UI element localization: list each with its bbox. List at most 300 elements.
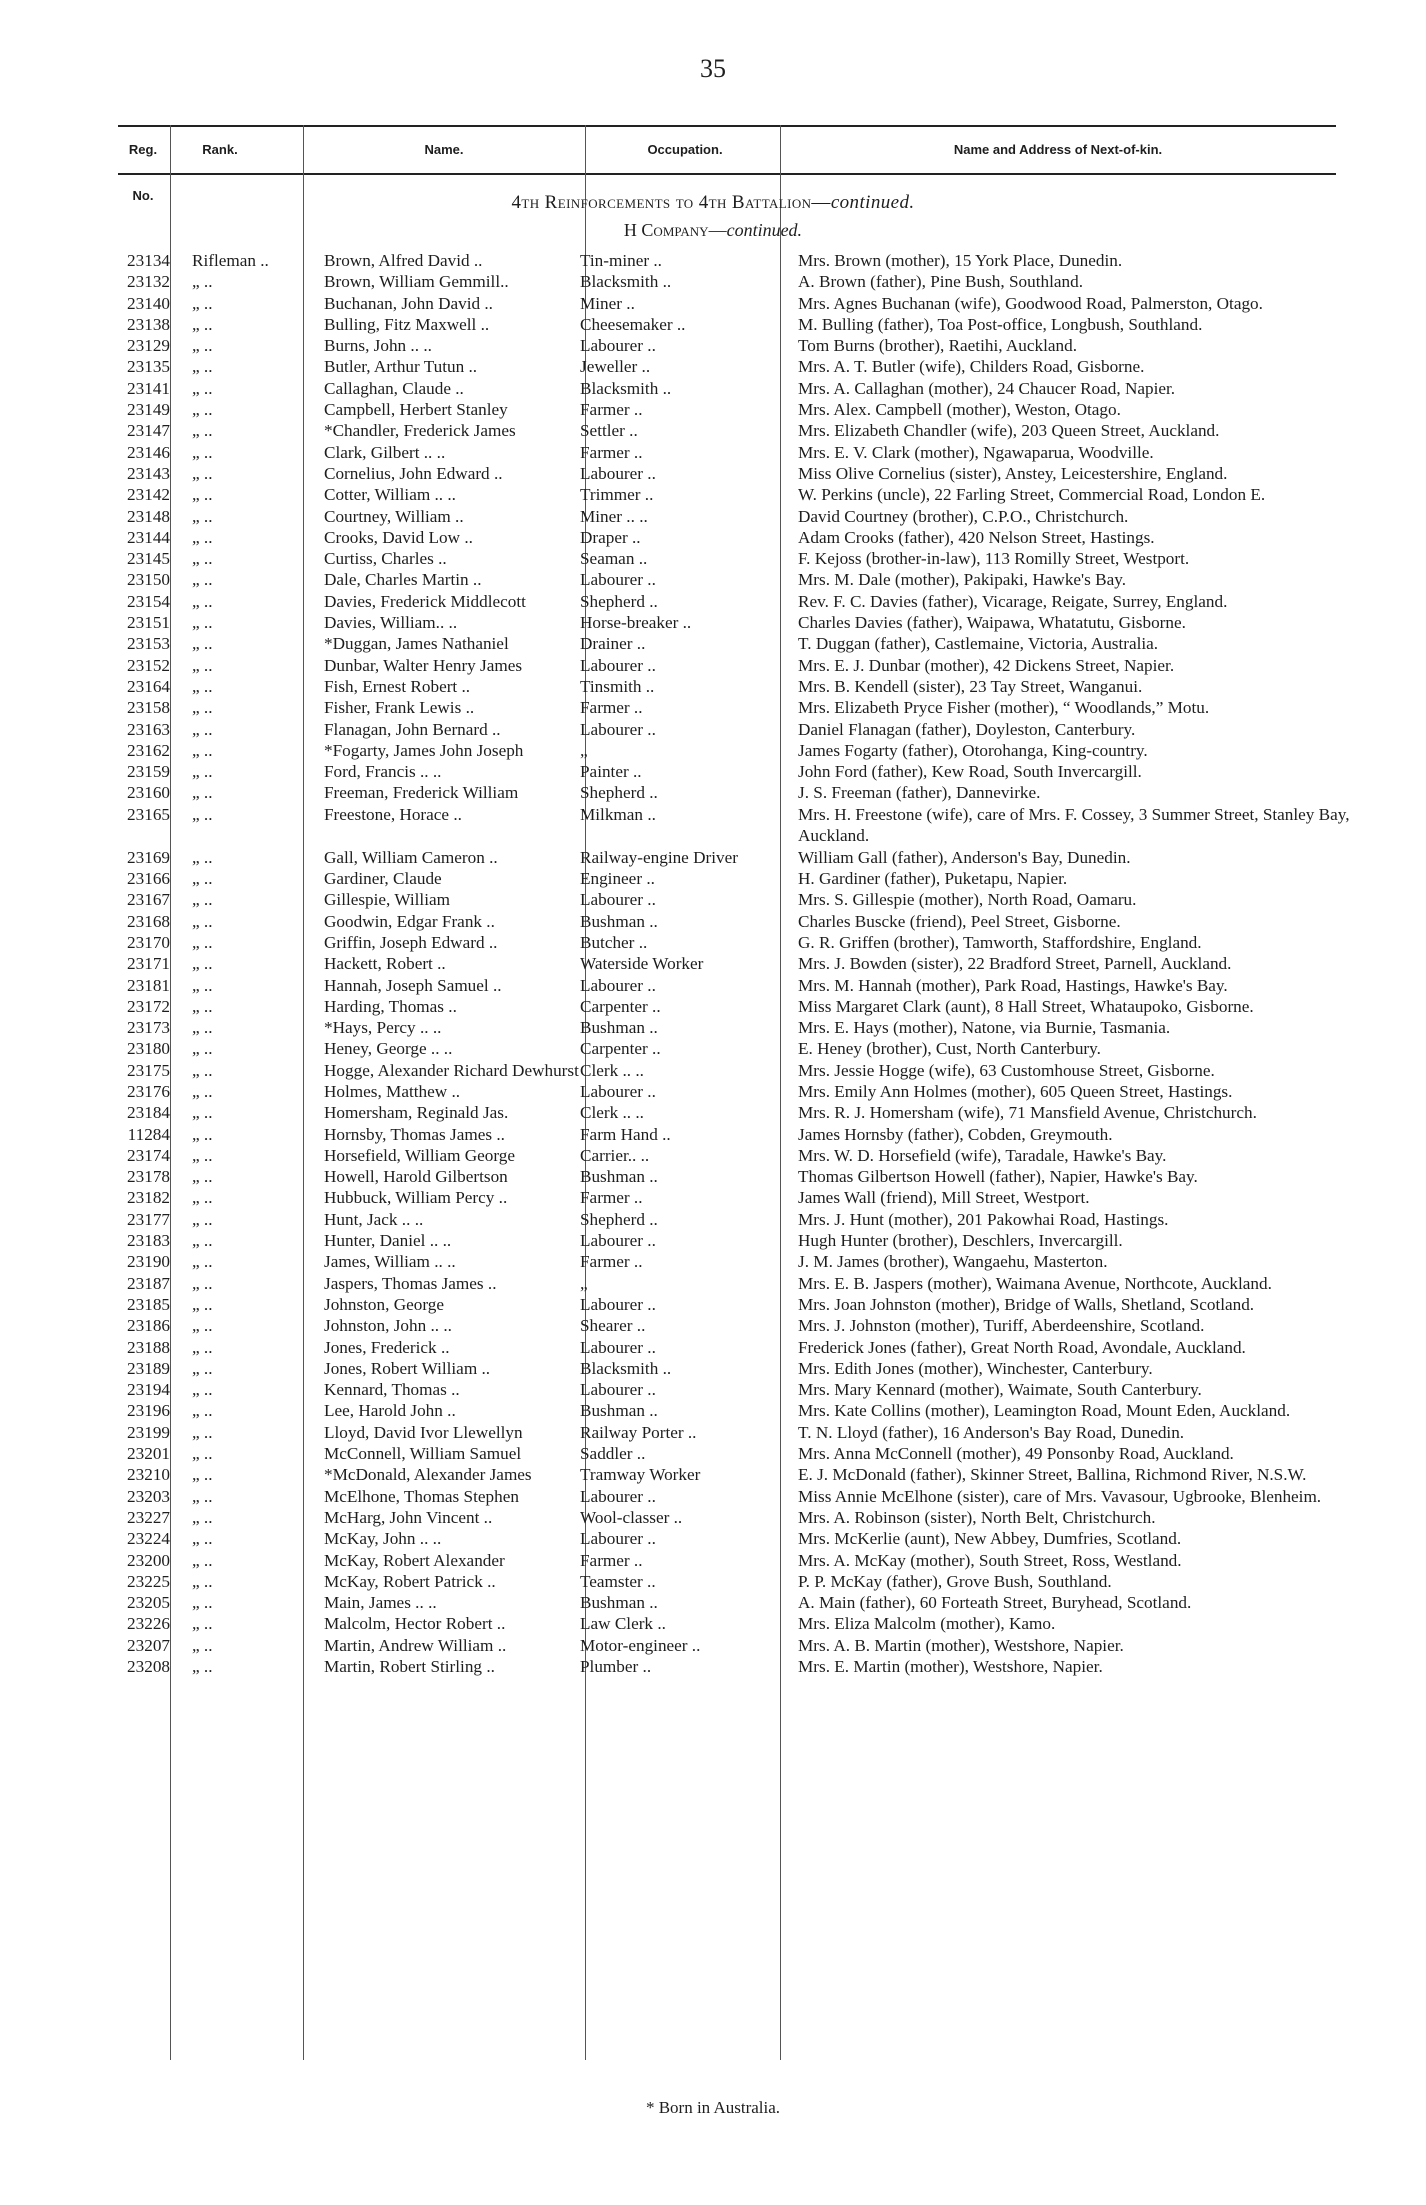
reg-no-cell: 23210 xyxy=(127,1465,170,1485)
occupation-cell: Cheesemaker .. xyxy=(580,314,686,334)
occupation-cell: Butcher .. xyxy=(580,932,648,952)
next-of-kin-cell: Mrs. W. D. Horsefield (wife), Taradale, Hawke's Bay. xyxy=(798,1145,1167,1165)
reg-no-cell: 23173 xyxy=(127,1018,170,1038)
rank-cell: „ .. xyxy=(192,1167,213,1187)
table-row xyxy=(92,1251,1362,1272)
occupation-cell: Miner .. xyxy=(580,293,635,313)
occupation-cell: Blacksmith .. xyxy=(580,1358,672,1378)
company-title-continued: continued. xyxy=(726,220,803,240)
name-cell: McKay, Robert Alexander xyxy=(324,1550,505,1570)
name-cell: Butler, Arthur Tutun .. xyxy=(324,357,478,377)
table-row xyxy=(92,314,1362,335)
name-cell: Jaspers, Thomas James .. xyxy=(324,1273,497,1293)
name-cell: Main, James .. .. xyxy=(324,1593,437,1613)
rank-cell: „ .. xyxy=(192,804,213,824)
reg-no-cell: 23225 xyxy=(127,1571,170,1591)
rank-cell: „ .. xyxy=(192,1614,213,1634)
reg-no-cell: 23194 xyxy=(127,1380,170,1400)
reg-no-cell: 23135 xyxy=(127,357,170,377)
table-row xyxy=(92,1060,1362,1081)
table-row xyxy=(92,1422,1362,1443)
occupation-cell: „ xyxy=(580,740,588,760)
occupation-cell: Farmer .. xyxy=(580,1252,643,1272)
reg-no-cell: 23196 xyxy=(127,1401,170,1421)
reg-no-cell: 23146 xyxy=(127,442,170,462)
next-of-kin-cell: Mrs. Edith Jones (mother), Winchester, Canterbury. xyxy=(798,1358,1153,1378)
occupation-cell: Clerk .. .. xyxy=(580,1103,644,1123)
name-cell: Ford, Francis .. .. xyxy=(324,762,442,782)
rank-cell: „ .. xyxy=(192,1401,213,1421)
rank-cell: „ .. xyxy=(192,463,213,483)
rank-cell: „ .. xyxy=(192,357,213,377)
occupation-cell: Milkman .. xyxy=(580,804,656,824)
occupation-cell: Settler .. xyxy=(580,421,638,441)
name-cell: Crooks, David Low .. xyxy=(324,527,473,547)
next-of-kin-cell: Mrs. Emily Ann Holmes (mother), 605 Queen Street, Hastings. xyxy=(798,1081,1233,1101)
reg-no-cell: 23201 xyxy=(127,1444,170,1464)
occupation-cell: Farm Hand .. xyxy=(580,1124,671,1144)
next-of-kin-cell: Hugh Hunter (brother), Deschlers, Invercargill. xyxy=(798,1231,1123,1251)
reg-no-cell: 23138 xyxy=(127,314,170,334)
occupation-cell: Farmer .. xyxy=(580,1550,643,1570)
table-row xyxy=(92,932,1362,953)
rank-cell: „ .. xyxy=(192,1018,213,1038)
company-title-text: H Company— xyxy=(623,220,727,240)
next-of-kin-cell: James Wall (friend), Mill Street, Westport. xyxy=(798,1188,1090,1208)
table-row xyxy=(92,868,1362,889)
rank-cell: „ .. xyxy=(192,1444,213,1464)
next-of-kin-cell: James Fogarty (father), Otorohanga, King-country. xyxy=(798,740,1148,760)
next-of-kin-cell: Mrs. S. Gillespie (mother), North Road, Oamaru. xyxy=(798,890,1137,910)
reg-no-cell: 23182 xyxy=(127,1188,170,1208)
reg-no-cell: 23171 xyxy=(127,954,170,974)
name-cell: *Duggan, James Nathaniel xyxy=(324,634,509,654)
next-of-kin-cell: John Ford (father), Kew Road, South Invercargill. xyxy=(798,762,1142,782)
occupation-cell: Labourer .. xyxy=(580,1529,656,1549)
occupation-cell: Carpenter .. xyxy=(580,996,661,1016)
occupation-cell: Tramway Worker xyxy=(580,1465,701,1485)
next-of-kin-cell: T. N. Lloyd (father), 16 Anderson's Bay Road, Dunedin. xyxy=(798,1422,1185,1442)
footnote: * Born in Australia. xyxy=(645,2098,781,2117)
reg-no-cell: 23134 xyxy=(127,251,170,270)
next-of-kin-cell: Mrs. Jessie Hogge (wife), 63 Customhouse Street, Gisborne. xyxy=(798,1060,1215,1080)
table-row xyxy=(92,1443,1362,1464)
name-cell: McKay, John .. .. xyxy=(324,1529,442,1549)
rank-cell: „ .. xyxy=(192,783,213,803)
table-row xyxy=(92,1017,1362,1038)
next-of-kin-cell: Mrs. Joan Johnston (mother), Bridge of Walls, Shetland, Scotland. xyxy=(798,1294,1255,1314)
table-row xyxy=(92,847,1362,868)
table-row xyxy=(92,1358,1362,1379)
rank-cell: „ .. xyxy=(192,442,213,462)
name-cell: Martin, Robert Stirling .. xyxy=(324,1657,495,1676)
next-of-kin-cell: Mrs. A. T. Butler (wife), Childers Road, Gisborne. xyxy=(798,357,1145,377)
next-of-kin-cell: Miss Margaret Clark (aunt), 8 Hall Street, Whataupoko, Gisborne. xyxy=(798,996,1254,1016)
table-row xyxy=(92,1507,1362,1528)
rank-cell: „ .. xyxy=(192,1337,213,1357)
next-of-kin-cell: Rev. F. C. Davies (father), Vicarage, Reigate, Surrey, England. xyxy=(798,591,1228,611)
reg-no-cell: 23189 xyxy=(127,1358,170,1378)
table-row xyxy=(92,1400,1362,1421)
next-of-kin-cell: Mrs. Elizabeth Pryce Fisher (mother), “ Woodlands,” Motu. xyxy=(798,698,1210,718)
table-row xyxy=(92,655,1362,676)
name-cell: Freestone, Horace .. xyxy=(324,804,462,824)
name-cell: Burns, John .. .. xyxy=(324,336,432,356)
name-cell: Heney, George .. .. xyxy=(324,1039,453,1059)
reg-no-cell: 23142 xyxy=(127,485,170,505)
rank-cell: „ .. xyxy=(192,1593,213,1613)
occupation-cell: Labourer .. xyxy=(580,1231,656,1251)
name-cell: Jones, Frederick .. xyxy=(324,1337,450,1357)
header-occupation: Occupation. xyxy=(647,142,723,157)
name-cell: Davies, Frederick Middlecott xyxy=(324,591,526,611)
occupation-cell: Labourer .. xyxy=(580,1081,656,1101)
reg-no-cell: 23178 xyxy=(127,1167,170,1187)
table-row xyxy=(92,889,1362,910)
occupation-cell: Carrier.. .. xyxy=(580,1145,650,1165)
table-row xyxy=(92,804,1362,847)
rank-cell: Rifleman .. xyxy=(192,251,269,270)
name-cell: Clark, Gilbert .. .. xyxy=(324,442,446,462)
next-of-kin-cell: William Gall (father), Anderson's Bay, Dunedin. xyxy=(798,847,1131,867)
table-row xyxy=(92,442,1362,463)
rank-cell: „ .. xyxy=(192,1294,213,1314)
section-title-continued: continued. xyxy=(830,192,915,213)
table-row xyxy=(92,697,1362,718)
name-cell: Howell, Harold Gilbertson xyxy=(324,1167,508,1187)
rank-cell: „ .. xyxy=(192,655,213,675)
header-rank: Rank. xyxy=(202,142,238,157)
next-of-kin-cell: P. P. McKay (father), Grove Bush, Southland. xyxy=(798,1571,1112,1591)
reg-no-cell: 23207 xyxy=(127,1635,170,1655)
rank-cell: „ .. xyxy=(192,1081,213,1101)
reg-no-cell: 23150 xyxy=(127,570,170,590)
table-row xyxy=(92,633,1362,654)
rank-cell: „ .. xyxy=(192,1422,213,1442)
rank-cell: „ .. xyxy=(192,570,213,590)
name-cell: Horsefield, William George xyxy=(324,1145,516,1165)
occupation-cell: Farmer .. xyxy=(580,1188,643,1208)
reg-no-cell: 23152 xyxy=(127,655,170,675)
name-cell: Cotter, William .. .. xyxy=(324,485,456,505)
roll-table xyxy=(92,250,1362,1677)
reg-no-cell: 23190 xyxy=(127,1252,170,1272)
reg-no-cell: 23185 xyxy=(127,1294,170,1314)
reg-no-cell: 23145 xyxy=(127,549,170,569)
occupation-cell: Labourer .. xyxy=(580,570,656,590)
reg-no-cell: 23169 xyxy=(127,847,170,867)
table-row xyxy=(92,1166,1362,1187)
table-row xyxy=(92,1081,1362,1102)
reg-no-cell: 23184 xyxy=(127,1103,170,1123)
next-of-kin-cell: J. S. Freeman (father), Dannevirke. xyxy=(798,783,1041,803)
rank-cell: „ .. xyxy=(192,1316,213,1336)
rank-cell: „ .. xyxy=(192,1103,213,1123)
rank-cell: „ .. xyxy=(192,1358,213,1378)
name-cell: Hunter, Daniel .. .. xyxy=(324,1231,452,1251)
next-of-kin-cell: Mrs. A. Robinson (sister), North Belt, Christchurch. xyxy=(798,1507,1156,1527)
occupation-cell: Teamster .. xyxy=(580,1571,656,1591)
occupation-cell: Railway-engine Driver xyxy=(580,847,738,867)
reg-no-cell: 23177 xyxy=(127,1209,170,1229)
next-of-kin-cell: Miss Olive Cornelius (sister), Anstey, Leicestershire, England. xyxy=(798,463,1228,483)
reg-no-cell: 23149 xyxy=(127,400,170,420)
occupation-cell: Wool-classer .. xyxy=(580,1507,683,1527)
occupation-cell: Shepherd .. xyxy=(580,591,658,611)
reg-no-cell: 23187 xyxy=(127,1273,170,1293)
table-row xyxy=(92,782,1362,803)
reg-no-cell: 23208 xyxy=(127,1657,170,1676)
name-cell: Davies, William.. .. xyxy=(324,613,458,633)
occupation-cell: Drainer .. xyxy=(580,634,646,654)
table-row xyxy=(92,740,1362,761)
name-cell: Dale, Charles Martin .. xyxy=(324,570,482,590)
reg-no-cell: 23186 xyxy=(127,1316,170,1336)
next-of-kin-cell: James Hornsby (father), Cobden, Greymouth. xyxy=(798,1124,1113,1144)
table-row xyxy=(92,506,1362,527)
occupation-cell: Labourer .. xyxy=(580,336,656,356)
table-row xyxy=(92,271,1362,292)
next-of-kin-cell: Mrs. A. McKay (mother), South Street, Ross, Westland. xyxy=(798,1550,1182,1570)
name-cell: Martin, Andrew William .. xyxy=(324,1635,507,1655)
next-of-kin-cell: Charles Buscke (friend), Peel Street, Gisborne. xyxy=(798,911,1121,931)
table-row xyxy=(92,975,1362,996)
next-of-kin-cell: Mrs. E. B. Jaspers (mother), Waimana Avenue, Northcote, Auckland. xyxy=(798,1273,1272,1293)
reg-no-cell: 23200 xyxy=(127,1550,170,1570)
table-row xyxy=(92,463,1362,484)
occupation-cell: Plumber .. xyxy=(580,1657,652,1676)
rank-cell: „ .. xyxy=(192,1188,213,1208)
occupation-cell: Trimmer .. xyxy=(580,485,654,505)
next-of-kin-cell: E. J. McDonald (father), Skinner Street, Ballina, Richmond River, N.S.W. xyxy=(798,1465,1307,1485)
occupation-cell: Clerk .. .. xyxy=(580,1060,644,1080)
occupation-cell: Labourer .. xyxy=(580,719,656,739)
next-of-kin-cell: Mrs. H. Freestone (wife), care of Mrs. F. Cossey, 3 Summer Street, Stanley Bay, Auckland. xyxy=(798,804,1350,846)
next-of-kin-cell: Mrs. E. Martin (mother), Westshore, Napier. xyxy=(798,1657,1103,1676)
rank-cell: „ .. xyxy=(192,975,213,995)
occupation-cell: Seaman .. xyxy=(580,549,648,569)
next-of-kin-cell: Daniel Flanagan (father), Doyleston, Canterbury. xyxy=(798,719,1136,739)
occupation-cell: Labourer .. xyxy=(580,1486,656,1506)
name-cell: Jones, Robert William .. xyxy=(324,1358,491,1378)
reg-no-cell: 23172 xyxy=(127,996,170,1016)
rank-cell: „ .. xyxy=(192,869,213,889)
reg-no-cell: 23147 xyxy=(127,421,170,441)
occupation-cell: Carpenter .. xyxy=(580,1039,661,1059)
reg-no-cell: 23181 xyxy=(127,975,170,995)
occupation-cell: Farmer .. xyxy=(580,442,643,462)
next-of-kin-cell: A. Brown (father), Pine Bush, Southland. xyxy=(798,272,1083,292)
rank-cell: „ .. xyxy=(192,1550,213,1570)
reg-no-cell: 23141 xyxy=(127,378,170,398)
reg-no-cell: 23144 xyxy=(127,527,170,547)
next-of-kin-cell: F. Kejoss (brother-in-law), 113 Romilly Street, Westport. xyxy=(798,549,1190,569)
name-cell: *McDonald, Alexander James xyxy=(324,1465,532,1485)
name-cell: Bulling, Fitz Maxwell .. xyxy=(324,314,490,334)
occupation-cell: Jeweller .. xyxy=(580,357,651,377)
occupation-cell: Labourer .. xyxy=(580,1294,656,1314)
name-cell: Fish, Ernest Robert .. xyxy=(324,676,471,696)
occupation-cell: Bushman .. xyxy=(580,1018,658,1038)
table-row xyxy=(92,484,1362,505)
rank-cell: „ .. xyxy=(192,1465,213,1485)
next-of-kin-cell: G. R. Griffen (brother), Tamworth, Staffordshire, England. xyxy=(798,932,1202,952)
table-row xyxy=(92,996,1362,1017)
section-title-text: 4th Reinforcements to 4th Battalion— xyxy=(511,192,831,213)
rank-cell: „ .. xyxy=(192,719,213,739)
company-title xyxy=(0,220,1426,241)
occupation-cell: Farmer .. xyxy=(580,698,643,718)
next-of-kin-cell: J. M. James (brother), Wangaehu, Masterton. xyxy=(798,1252,1108,1272)
reg-no-cell: 23132 xyxy=(127,272,170,292)
reg-no-cell: 23129 xyxy=(127,336,170,356)
name-cell: Hogge, Alexander Richard Dewhurst xyxy=(324,1060,579,1080)
table-row xyxy=(92,1315,1362,1336)
occupation-cell: Shearer .. xyxy=(580,1316,646,1336)
rank-cell: „ .. xyxy=(192,740,213,760)
name-cell: Homersham, Reginald Jas. xyxy=(324,1103,509,1123)
rank-cell: „ .. xyxy=(192,1571,213,1591)
name-cell: Malcolm, Hector Robert .. xyxy=(324,1614,506,1634)
reg-no-cell: 23151 xyxy=(127,613,170,633)
table-row xyxy=(92,527,1362,548)
table-row xyxy=(92,1187,1362,1208)
next-of-kin-cell: Mrs. J. Bowden (sister), 22 Bradford Street, Parnell, Auckland. xyxy=(798,954,1232,974)
name-cell: James, William .. .. xyxy=(324,1252,456,1272)
reg-no-cell: 23162 xyxy=(127,740,170,760)
next-of-kin-cell: Mrs. B. Kendell (sister), 23 Tay Street, Wanganui. xyxy=(798,676,1143,696)
next-of-kin-cell: H. Gardiner (father), Puketapu, Napier. xyxy=(798,869,1068,889)
reg-no-cell: 23166 xyxy=(127,869,170,889)
occupation-cell: Saddler .. xyxy=(580,1444,646,1464)
name-cell: Freeman, Frederick William xyxy=(324,783,519,803)
next-of-kin-cell: Mrs. E. V. Clark (mother), Ngawaparua, Woodville. xyxy=(798,442,1154,462)
next-of-kin-cell: Mrs. M. Hannah (mother), Park Road, Hastings, Hawke's Bay. xyxy=(798,975,1228,995)
rank-cell: „ .. xyxy=(192,634,213,654)
table-row xyxy=(92,1102,1362,1123)
name-cell: *Fogarty, James John Joseph xyxy=(324,740,524,760)
reg-no-cell: 23159 xyxy=(127,762,170,782)
table-row xyxy=(92,378,1362,399)
reg-no-cell: 23205 xyxy=(127,1593,170,1613)
rank-cell: „ .. xyxy=(192,1209,213,1229)
name-cell: Holmes, Matthew .. xyxy=(324,1081,461,1101)
next-of-kin-cell: Mrs. Alex. Campbell (mother), Weston, Otago. xyxy=(798,400,1121,420)
table-row xyxy=(92,1550,1362,1571)
reg-no-cell: 23203 xyxy=(127,1486,170,1506)
reg-no-cell: 23188 xyxy=(127,1337,170,1357)
table-row xyxy=(92,1124,1362,1145)
section-title xyxy=(0,192,1426,214)
next-of-kin-cell: Mrs. Agnes Buchanan (wife), Goodwood Road, Palmerston, Otago. xyxy=(798,293,1263,313)
table-row xyxy=(92,612,1362,633)
name-cell: Hannah, Joseph Samuel .. xyxy=(324,975,502,995)
name-cell: Lee, Harold John .. xyxy=(324,1401,456,1421)
reg-no-cell: 23164 xyxy=(127,676,170,696)
rank-cell: „ .. xyxy=(192,762,213,782)
table-row xyxy=(92,761,1362,782)
next-of-kin-cell: W. Perkins (uncle), 22 Farling Street, Commercial Road, London E. xyxy=(798,485,1266,505)
table-row xyxy=(92,1635,1362,1656)
name-cell: Hornsby, Thomas James .. xyxy=(324,1124,505,1144)
name-cell: Buchanan, John David .. xyxy=(324,293,493,313)
name-cell: McConnell, William Samuel xyxy=(324,1444,522,1464)
occupation-cell: Railway Porter .. xyxy=(580,1422,697,1442)
occupation-cell: Bushman .. xyxy=(580,911,658,931)
name-cell: Johnston, George xyxy=(324,1294,444,1314)
rank-cell: „ .. xyxy=(192,1231,213,1251)
table-row xyxy=(92,1379,1362,1400)
name-cell: McHarg, John Vincent .. xyxy=(324,1507,493,1527)
table-row xyxy=(92,1145,1362,1166)
rank-cell: „ .. xyxy=(192,676,213,696)
rank-cell: „ .. xyxy=(192,336,213,356)
occupation-cell: Bushman .. xyxy=(580,1167,658,1187)
rank-cell: „ .. xyxy=(192,314,213,334)
rank-cell: „ .. xyxy=(192,996,213,1016)
next-of-kin-cell: T. Duggan (father), Castlemaine, Victoria, Australia. xyxy=(798,634,1159,654)
next-of-kin-cell: Mrs. Brown (mother), 15 York Place, Dunedin. xyxy=(798,251,1123,270)
name-cell: Johnston, John .. .. xyxy=(324,1316,452,1336)
rank-cell: „ .. xyxy=(192,890,213,910)
table-row xyxy=(92,1038,1362,1059)
reg-no-cell: 23163 xyxy=(127,719,170,739)
name-cell: Callaghan, Claude .. xyxy=(324,378,464,398)
reg-no-cell: 23224 xyxy=(127,1529,170,1549)
occupation-cell: Motor-engineer .. xyxy=(580,1635,701,1655)
table-row xyxy=(92,1571,1362,1592)
rank-cell: „ .. xyxy=(192,1486,213,1506)
table-row xyxy=(92,1209,1362,1230)
occupation-cell: Painter .. xyxy=(580,762,642,782)
table-row xyxy=(92,1528,1362,1549)
occupation-cell: Bushman .. xyxy=(580,1401,658,1421)
next-of-kin-cell: E. Heney (brother), Cust, North Canterbury. xyxy=(798,1039,1101,1059)
next-of-kin-cell: Mrs. A. Callaghan (mother), 24 Chaucer Road, Napier. xyxy=(798,378,1176,398)
table-row xyxy=(92,293,1362,314)
next-of-kin-cell: Mrs. Mary Kennard (mother), Waimate, South Canterbury. xyxy=(798,1380,1202,1400)
next-of-kin-cell: M. Bulling (father), Toa Post-office, Longbush, Southland. xyxy=(798,314,1203,334)
table-row xyxy=(92,548,1362,569)
rank-cell: „ .. xyxy=(192,698,213,718)
reg-no-cell: 23154 xyxy=(127,591,170,611)
name-cell: Flanagan, John Bernard .. xyxy=(324,719,501,739)
rank-cell: „ .. xyxy=(192,613,213,633)
occupation-cell: Labourer .. xyxy=(580,463,656,483)
next-of-kin-cell: Mrs. E. Hays (mother), Natone, via Burnie, Tasmania. xyxy=(798,1018,1171,1038)
rank-cell: „ .. xyxy=(192,1273,213,1293)
occupation-cell: Blacksmith .. xyxy=(580,378,672,398)
next-of-kin-cell: Thomas Gilbertson Howell (father), Napier, Hawke's Bay. xyxy=(798,1167,1198,1187)
name-cell: Brown, William Gemmill.. xyxy=(324,272,509,292)
reg-no-cell: 23175 xyxy=(127,1060,170,1080)
occupation-cell: Labourer .. xyxy=(580,1337,656,1357)
reg-no-cell: 23143 xyxy=(127,463,170,483)
next-of-kin-cell: Mrs. M. Dale (mother), Pakipaki, Hawke's Bay. xyxy=(798,570,1126,590)
next-of-kin-cell: Charles Davies (father), Waipawa, Whatatutu, Gisborne. xyxy=(798,613,1186,633)
occupation-cell: Law Clerk .. xyxy=(580,1614,666,1634)
next-of-kin-cell: Mrs. Elizabeth Chandler (wife), 203 Queen Street, Auckland. xyxy=(798,421,1220,441)
name-cell: Gardiner, Claude xyxy=(324,869,442,889)
occupation-cell: Labourer .. xyxy=(580,890,656,910)
table-row xyxy=(92,676,1362,697)
name-cell: Curtiss, Charles .. xyxy=(324,549,447,569)
reg-no-cell: 23160 xyxy=(127,783,170,803)
name-cell: Gillespie, William xyxy=(324,890,450,910)
table-row xyxy=(92,911,1362,932)
rank-cell: „ .. xyxy=(192,293,213,313)
reg-no-cell: 11284 xyxy=(127,1124,170,1144)
